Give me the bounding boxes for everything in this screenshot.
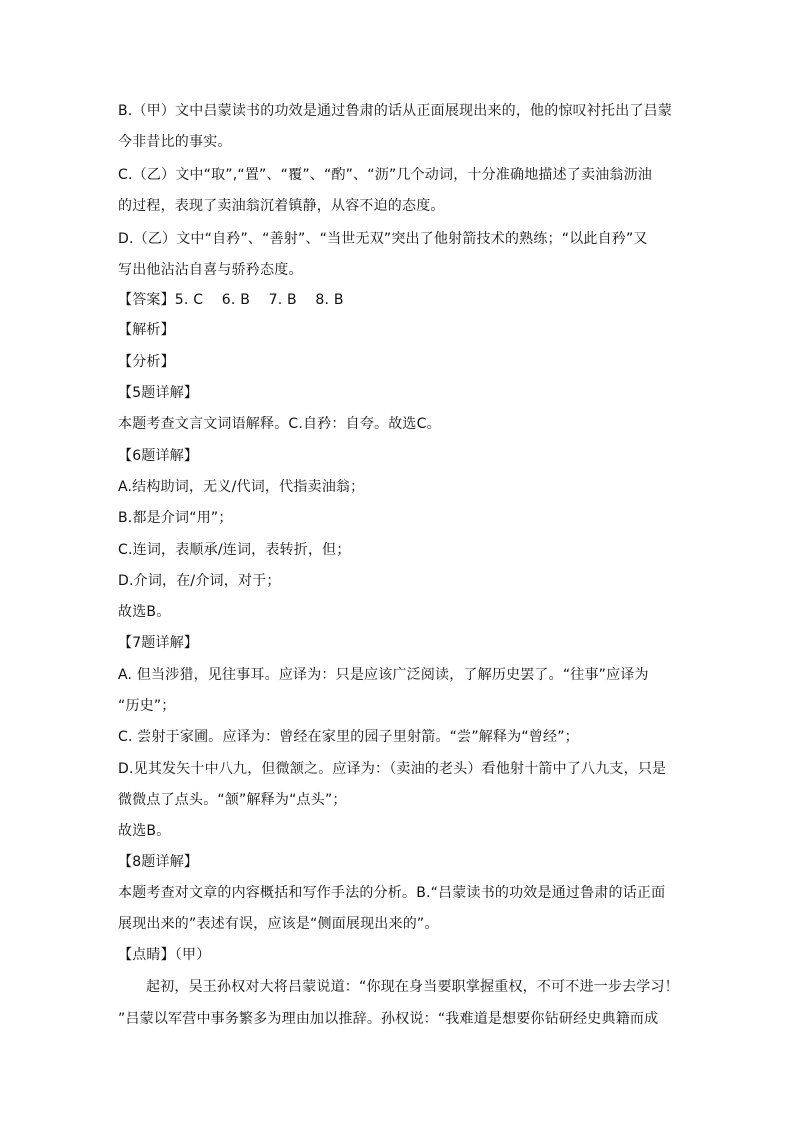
option-d-line-2: 写出他沾沾自喜与骄矜态度。 <box>118 262 303 278</box>
q7-option-d-line-2: 微微点了点头。“颔”解释为“点头”； <box>118 792 347 808</box>
q6-option-b: B.都是介词“用”； <box>118 510 233 526</box>
q5-explanation: 本题考查文言文词语解释。C.自矜：自夸。故选C。 <box>118 416 441 432</box>
q6-heading: 【6题详解】 <box>118 448 199 464</box>
fenxi-heading: 【分析】 <box>118 354 175 370</box>
q6-option-c: C.连词，表顺承/连词，表转折，但； <box>118 542 351 558</box>
answer-line: 【答案】5. C 6. B 7. B 8. B <box>118 292 344 308</box>
q6-option-a: A.结构助词，无义/代词，代指卖油翁； <box>118 479 365 495</box>
q7-option-c: C. 尝射于家圃。应译为：曾经在家里的园子里射箭。“尝”解释为“曾经”； <box>118 729 579 745</box>
option-b-line-2: 今非昔比的事实。 <box>118 134 232 150</box>
q5-heading: 【5题详解】 <box>118 385 199 401</box>
translation-line-2: ”吕蒙以军营中事务繁多为理由加以推辞。孙权说：“我难道是想要你钻研经史典籍而成 <box>118 1011 659 1027</box>
translation-line-1: 起初，吴王孙权对大将吕蒙说道：“你现在身当要职掌握重权，不可不进一步去学习！ <box>146 979 679 995</box>
analysis-heading: 【解析】 <box>118 322 175 338</box>
q8-explanation-line-1: 本题考查对文章的内容概括和写作手法的分析。B.“吕蒙读书的功效是通过鲁肃的话正面 <box>118 885 666 901</box>
q6-option-d: D.介词，在/介词，对于； <box>118 573 281 589</box>
q8-heading: 【8题详解】 <box>118 854 199 870</box>
option-c-line-2: 的过程，表现了卖油翁沉着镇静，从容不迫的态度。 <box>118 198 445 214</box>
option-d-line-1: D.（乙）文中“自矜”、“善射”、“当世无双”突出了他射箭技术的熟练；“以此自矜”又 <box>118 231 648 247</box>
q7-option-d-line-1: D.见其发矢十中八九，但微颔之。应译为：（卖油的老头）看他射十箭中了八九支，只是 <box>118 761 667 777</box>
q7-heading: 【7题详解】 <box>118 635 199 651</box>
q7-option-a-line-2: “历史”； <box>118 698 176 714</box>
option-b-line-1: B.（甲）文中吕蒙读书的功效是通过鲁肃的话从正面展现出来的，他的惊叹衬托出了吕蒙 <box>118 103 673 119</box>
option-c-line-1: C.（乙）文中“取”,“置”、“覆”、“酌”、“沥”几个动词，十分准确地描述了卖油翁沥油 <box>118 167 653 183</box>
q7-conclusion: 故选B。 <box>118 823 171 839</box>
q6-conclusion: 故选B。 <box>118 604 171 620</box>
dianjing-heading: 【点睛】（甲） <box>118 947 211 963</box>
q7-option-a-line-1: A. 但当涉猎，见往事耳。应译为：只是应该广泛阅读，了解历史罢了。“往事”应译为 <box>118 667 649 683</box>
q8-explanation-line-2: 展现出来的”表述有误，应该是“侧面展现出来的”。 <box>118 916 439 932</box>
